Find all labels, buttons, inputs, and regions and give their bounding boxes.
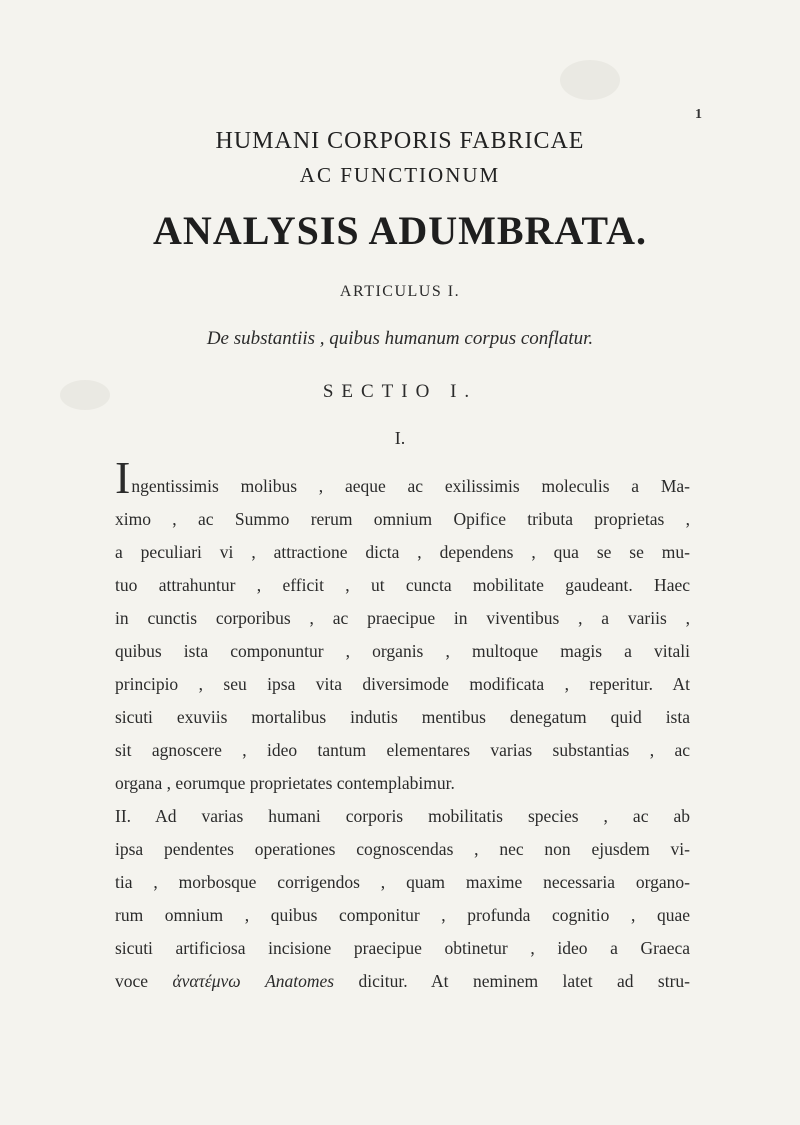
paragraph-number: I.: [394, 428, 406, 448]
text-line: ximo , ac Summo rerum omnium Opifice tributa proprietas ,: [115, 509, 690, 529]
text-line: organa , eorumque proprietates contemplabimur.: [115, 773, 455, 793]
greek-word: ἀνατέμνω: [172, 971, 241, 991]
sectio-heading: SECTIO I.: [322, 381, 478, 402]
text-line: II. Ad varias humani corporis mobilitatis species , ac ab: [115, 806, 690, 826]
text-line: in cunctis corporibus , ac praecipue in viventibus , a variis ,: [115, 608, 690, 628]
article-subtitle: De substantiis , quibus humanum corpus conflatur.: [206, 328, 594, 349]
text-line: voce ἀνατέμνω Anatomes dicitur. At neminem latet ad stru-: [115, 971, 690, 991]
anatomes-word: Anatomes: [265, 971, 335, 991]
text-line: principio , seu ipsa vita diversimode modificata , reperitur. At: [115, 674, 690, 694]
text-line: tuo attrahuntur , efficit , ut cuncta mobilitate gaudeant. Haec: [115, 575, 690, 595]
articulus-heading: ARTICULUS I.: [339, 283, 461, 300]
text-line: sicuti exuviis mortalibus indutis mentibus denegatum quid ista: [115, 707, 690, 727]
title-line-2: AC FUNCTIONUM: [299, 163, 501, 187]
page-stain: [560, 60, 620, 100]
drop-cap: I: [115, 452, 131, 503]
text-line: sicuti artificiosa incisione praecipue obtinetur , ideo a Graeca: [115, 938, 690, 958]
text-line: quibus ista componuntur , organis , multoque magis a vitali: [115, 641, 690, 661]
text-line: Ingentissimis molibus , aeque ac exilissimis moleculis a Ma-: [115, 452, 690, 503]
text-line: tia , morbosque corrigendos , quam maxime necessaria organo-: [115, 872, 690, 892]
text-line: a peculiari vi , attractione dicta , dependens , qua se se mu-: [115, 542, 690, 562]
title-line-3: ANALYSIS ADUMBRATA.: [153, 208, 647, 253]
text-line: rum omnium , quibus componitur , profunda cognitio , quae: [115, 905, 690, 925]
page-number: 1: [695, 107, 702, 122]
text-line: ipsa pendentes operationes cognoscendas , nec non ejusdem vi-: [115, 839, 690, 859]
title-line-1: HUMANI CORPORIS FABRICAE: [215, 128, 585, 154]
body-text: [115, 452, 690, 998]
text-line: sit agnoscere , ideo tantum elementares varias substantias , ac: [115, 740, 690, 760]
